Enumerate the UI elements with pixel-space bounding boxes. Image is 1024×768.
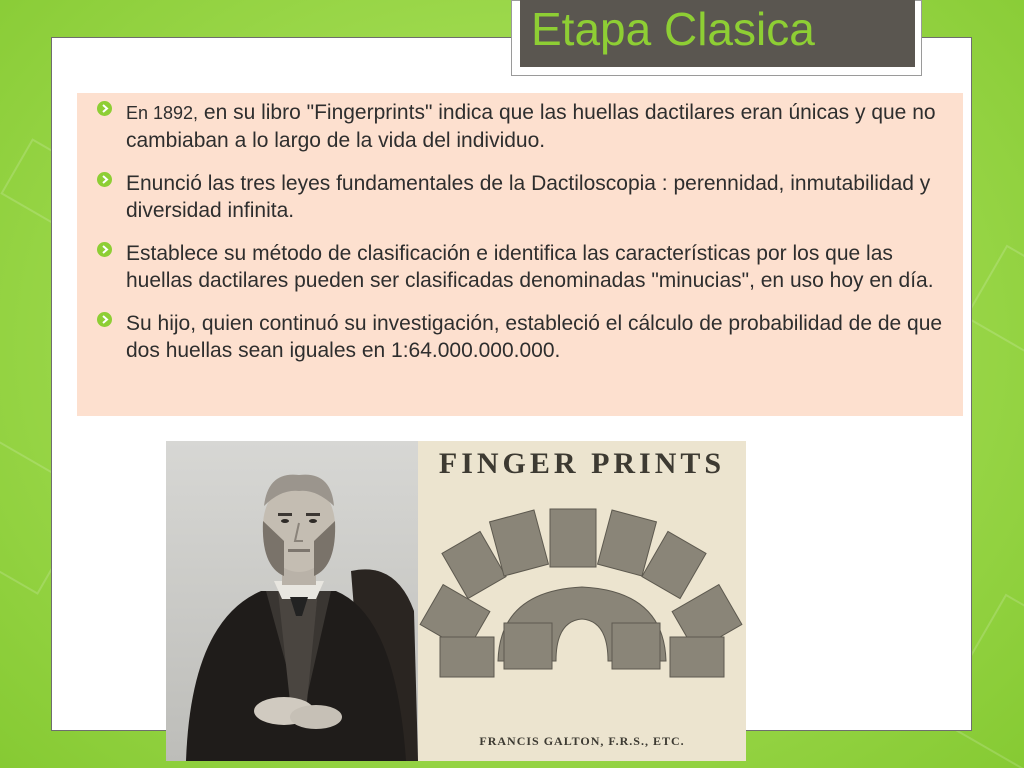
book-cover-image	[418, 441, 746, 761]
bullet-text	[126, 99, 955, 154]
bullet-content-box	[77, 93, 963, 416]
bullet-item	[97, 310, 955, 364]
hexagon-decoration	[965, 245, 1024, 360]
bullet-item	[97, 99, 955, 154]
portrait-illustration	[166, 441, 418, 761]
bullet-year: En 1892,	[126, 103, 199, 123]
bullet-text: Establece su método de clasificación e identifica las características por los que las huellas dactilares pueden ser clasificadas denominadas "minucias", en uso hoy en día.	[126, 242, 934, 292]
book-author: FRANCIS GALTON, F.R.S., ETC.	[479, 734, 685, 748]
bullet-item	[97, 170, 955, 224]
bullet-item	[97, 240, 955, 294]
fingerprint-arch-illustration	[418, 441, 746, 761]
portrait-photo	[166, 441, 418, 761]
arrow-bullet-icon	[97, 172, 112, 187]
arrow-bullet-icon	[97, 242, 112, 257]
arrow-bullet-icon	[97, 312, 112, 327]
book-title: FINGER PRINTS	[438, 447, 726, 480]
bullet-text: Enunció las tres leyes fundamentales de la Dactiloscopia : perennidad, inmutabilidad y diversidad infinita.	[126, 172, 931, 222]
slide-title: Etapa Clasica	[531, 3, 815, 55]
bullet-body: en su libro "Fingerprints" indica que las huellas dactilares eran únicas y que no cambiaban a lo largo de la vida del individuo.	[126, 101, 936, 152]
arrow-bullet-icon	[97, 101, 112, 116]
bullet-text: Su hijo, quien continuó su investigación, estableció el cálculo de probabilidad de de que dos huellas sean iguales en 1:64.000.000.000.	[126, 312, 943, 362]
